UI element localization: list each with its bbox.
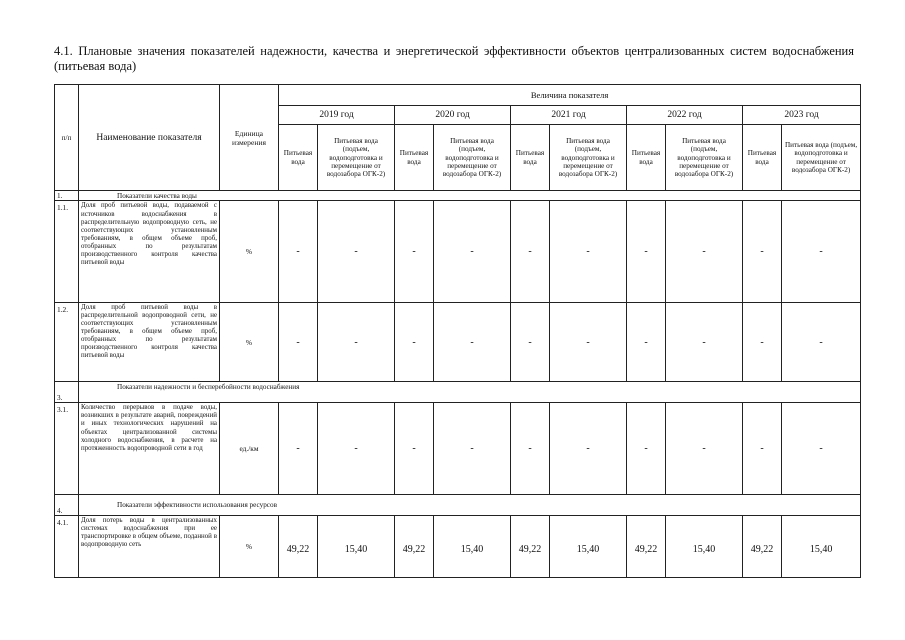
row-num: 1.2.: [55, 302, 79, 381]
row-unit: %: [220, 201, 279, 302]
document-title: 4.1. Плановые значения показателей надежности, качества и энергетической эффективности объектов централизованных систем водоснабжения (питьевая вода): [54, 44, 854, 73]
header-unit: Единица измерения: [220, 85, 279, 191]
header-year-2020: 2020 год: [395, 106, 511, 125]
row-name: Доля проб питьевой воды в распределительной водопроводной сети, не соответствующих установленным требованиям, в общем объеме проб, отобранных по результатам производственного контроля качества питьевой воды: [79, 302, 220, 381]
subheader-drinking-water-ogk2: Питьевая вода (подъем, водоподготовка и перемещение от водозабора ОГК-2): [666, 125, 743, 191]
header-name: Наименование показателя: [79, 85, 220, 191]
value-cell: -: [743, 403, 782, 494]
header-year-2021: 2021 год: [511, 106, 627, 125]
value-cell: -: [318, 302, 395, 381]
value-cell: -: [782, 201, 861, 302]
value-cell: -: [511, 201, 550, 302]
value-cell: -: [550, 403, 627, 494]
row-num: 3.1.: [55, 403, 79, 494]
value-cell: 15,40: [666, 515, 743, 577]
row-name: Доля проб питьевой воды, подаваемой с источников водоснабжения в распределительную водопроводную сеть, не соответствующих установленным требованиям, в общем объеме проб, отобранных по результатам производственного контроля качества питьевой воды: [79, 201, 220, 302]
value-cell: 15,40: [550, 515, 627, 577]
value-cell: 15,40: [318, 515, 395, 577]
value-cell: -: [318, 201, 395, 302]
section-row: [55, 494, 861, 515]
value-cell: -: [743, 302, 782, 381]
value-cell: -: [627, 201, 666, 302]
value-cell: -: [627, 302, 666, 381]
subheader-drinking-water-ogk2: Питьевая вода (подъем, водоподготовка и перемещение от водозабора ОГК-2): [550, 125, 627, 191]
value-cell: -: [511, 302, 550, 381]
value-cell: -: [434, 302, 511, 381]
value-cell: -: [279, 302, 318, 381]
section-row: [55, 191, 861, 201]
section-title: Показатели надежности и бесперебойности водоснабжения: [79, 382, 861, 403]
value-cell: 15,40: [782, 515, 861, 577]
row-name: Количество перерывов в подаче воды, возникших в результате аварий, повреждений и иных технологических нарушений на объектах централизованной системы холодного водоснабжения, в расчете на протяженность водопроводной сети в год: [79, 403, 220, 494]
header-year-2022: 2022 год: [627, 106, 743, 125]
header-num: п/п: [55, 85, 79, 191]
subheader-drinking-water-ogk2: Питьевая вода (подъем, водоподготовка и перемещение от водозабора ОГК-2): [318, 125, 395, 191]
section-title: Показатели качества воды: [79, 191, 861, 201]
value-cell: -: [550, 302, 627, 381]
value-cell: -: [318, 403, 395, 494]
header-year-2023: 2023 год: [743, 106, 861, 125]
value-cell: -: [666, 201, 743, 302]
row-name: Доля потерь воды в централизованных системах водоснабжения при ее транспортировке в общем объеме, поданной в водопроводную сеть: [79, 515, 220, 577]
row-unit: %: [220, 515, 279, 577]
section-num: 1.: [55, 191, 79, 201]
header-value-group: Величина показателя: [279, 85, 861, 106]
subheader-drinking-water: Питьевая вода: [627, 125, 666, 191]
value-cell: 49,22: [511, 515, 550, 577]
value-cell: 49,22: [395, 515, 434, 577]
value-cell: -: [434, 403, 511, 494]
subheader-drinking-water: Питьевая вода: [743, 125, 782, 191]
indicators-table: [54, 84, 861, 578]
value-cell: -: [395, 403, 434, 494]
section-title: Показатели эффективности использования ресурсов: [79, 494, 861, 515]
value-cell: -: [666, 302, 743, 381]
section-row: [55, 382, 861, 403]
value-cell: 49,22: [743, 515, 782, 577]
row-num: 4.1.: [55, 515, 79, 577]
value-cell: -: [395, 302, 434, 381]
value-cell: 49,22: [627, 515, 666, 577]
row-unit: %: [220, 302, 279, 381]
value-cell: -: [279, 403, 318, 494]
value-cell: -: [782, 403, 861, 494]
value-cell: 15,40: [434, 515, 511, 577]
table-row: [55, 302, 861, 381]
table-row: [55, 201, 861, 302]
subheader-drinking-water-ogk2: Питьевая вода (подъем, водоподготовка и перемещение от водозабора ОГК-2): [434, 125, 511, 191]
subheader-drinking-water: Питьевая вода: [511, 125, 550, 191]
subheader-drinking-water: Питьевая вода: [395, 125, 434, 191]
row-unit: ед./км: [220, 403, 279, 494]
value-cell: -: [743, 201, 782, 302]
header-year-2019: 2019 год: [279, 106, 395, 125]
subheader-drinking-water-ogk2: Питьевая вода (подъем, водоподготовка и перемещение от водозабора ОГК-2): [782, 125, 861, 191]
table-row: [55, 515, 861, 577]
subheader-drinking-water: Питьевая вода: [279, 125, 318, 191]
value-cell: -: [395, 201, 434, 302]
value-cell: -: [666, 403, 743, 494]
value-cell: -: [550, 201, 627, 302]
value-cell: -: [627, 403, 666, 494]
table-row: [55, 403, 861, 494]
row-num: 1.1.: [55, 201, 79, 302]
value-cell: -: [279, 201, 318, 302]
section-num: 4.: [55, 494, 79, 515]
value-cell: -: [782, 302, 861, 381]
value-cell: 49,22: [279, 515, 318, 577]
value-cell: -: [434, 201, 511, 302]
section-num: 3.: [55, 382, 79, 403]
value-cell: -: [511, 403, 550, 494]
